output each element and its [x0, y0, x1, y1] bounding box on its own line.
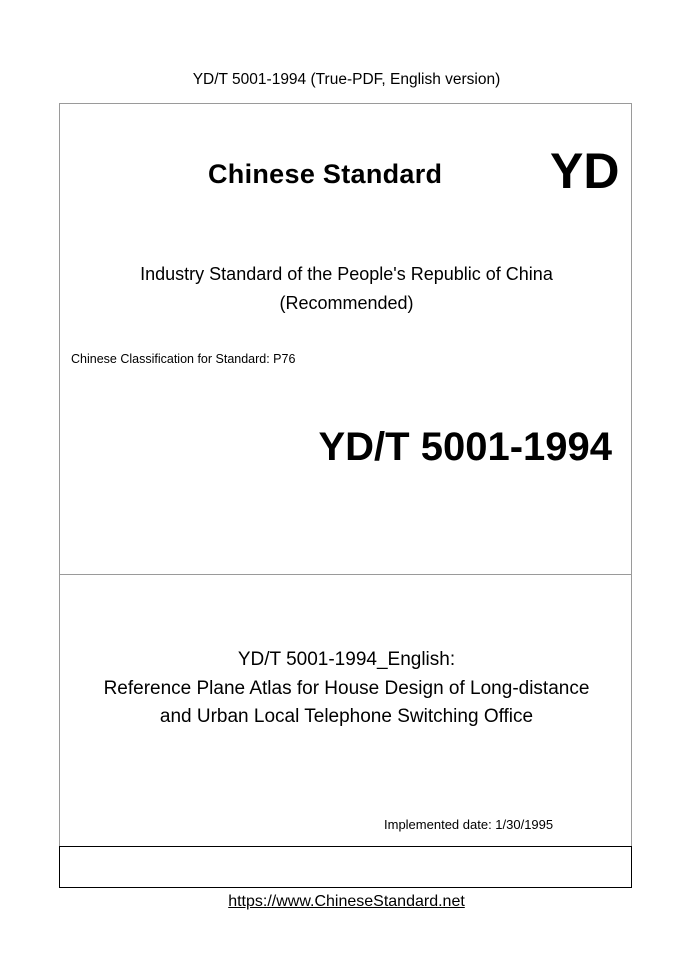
cover-frame: [59, 103, 632, 886]
document-title: [60, 646, 633, 732]
document-title-line-1: YD/T 5001-1994_English:: [237, 649, 456, 670]
industry-line-2: (Recommended): [279, 293, 414, 313]
standard-code-mark: YD: [550, 143, 620, 199]
cover-bottom-box: [59, 846, 632, 888]
industry-line-1: Industry Standard of the People's Republic of China: [140, 264, 553, 284]
page-header: YD/T 5001-1994 (True-PDF, English version): [192, 71, 501, 88]
standard-heading: Chinese Standard: [208, 159, 443, 189]
standard-number: YD/T 5001-1994: [318, 425, 612, 469]
document-title-line-3: and Urban Local Telephone Switching Office: [159, 706, 534, 727]
document-title-line-2: Reference Plane Atlas for House Design of Long-distance: [103, 677, 590, 699]
industry-standard-text: [60, 260, 633, 318]
website-link[interactable]: https://www.ChineseStandard.net: [228, 893, 465, 910]
cover-title-section: [59, 574, 632, 847]
classification-text: Chinese Classification for Standard: P76: [71, 352, 296, 366]
implemented-date: Implemented date: 1/30/1995: [384, 817, 554, 832]
cover-top-section: [59, 103, 632, 575]
